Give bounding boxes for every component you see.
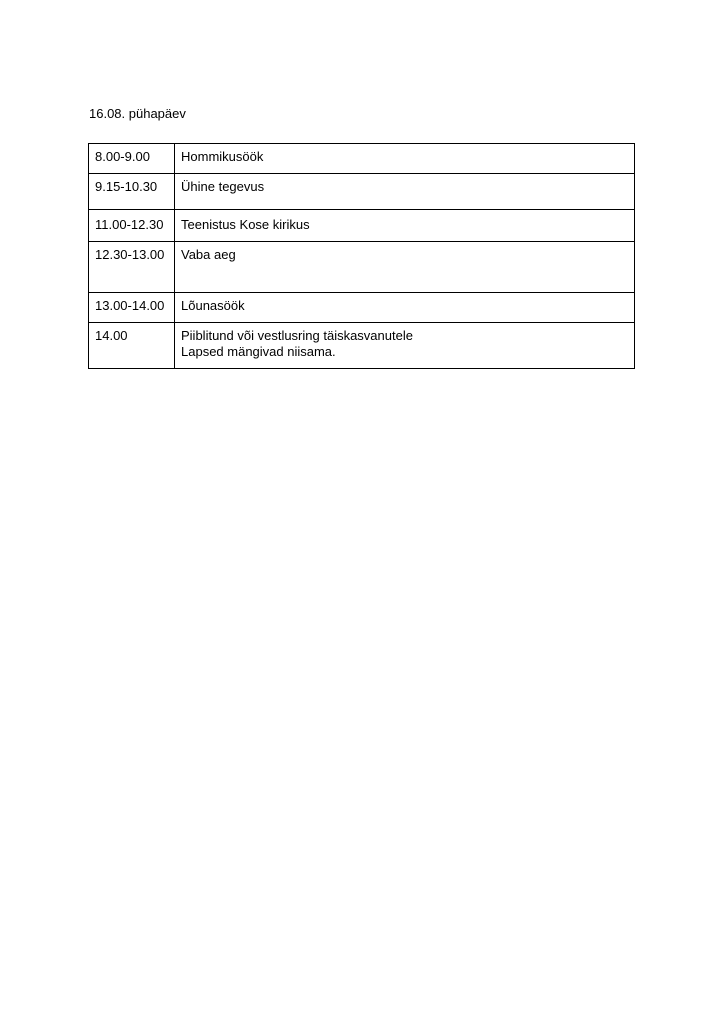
table-row — [89, 210, 635, 242]
time-cell: 8.00-9.00 — [89, 144, 175, 174]
time-cell: 11.00-12.30 — [89, 210, 175, 242]
activity-cell — [175, 242, 635, 293]
time-cell: 9.15-10.30 — [89, 174, 175, 210]
activity-text: Vaba aeg — [181, 247, 236, 262]
activity-cell — [175, 144, 635, 174]
activity-text: Teenistus Kose kirikus — [181, 217, 310, 232]
table-row — [89, 174, 635, 210]
activity-cell — [175, 174, 635, 210]
time-cell: 12.30-13.00 — [89, 242, 175, 293]
time-cell: 13.00-14.00 — [89, 293, 175, 323]
time-cell: 14.00 — [89, 323, 175, 369]
activity-text: Lapsed mängivad niisama. — [181, 344, 336, 359]
activity-text: Ühine tegevus — [181, 179, 265, 194]
activity-text: Lõunasöök — [181, 298, 245, 313]
activity-text: Hommikusöök — [181, 149, 264, 164]
activity-cell — [175, 323, 635, 369]
table-row — [89, 293, 635, 323]
page-heading: 16.08. pühapäev — [89, 106, 186, 121]
activity-cell — [175, 210, 635, 242]
activity-cell — [175, 293, 635, 323]
schedule-table — [88, 143, 635, 369]
table-row — [89, 144, 635, 174]
table-row — [89, 323, 635, 369]
table-row — [89, 242, 635, 293]
activity-text: Piiblitund või vestlusring täiskasvanutele — [181, 328, 413, 343]
